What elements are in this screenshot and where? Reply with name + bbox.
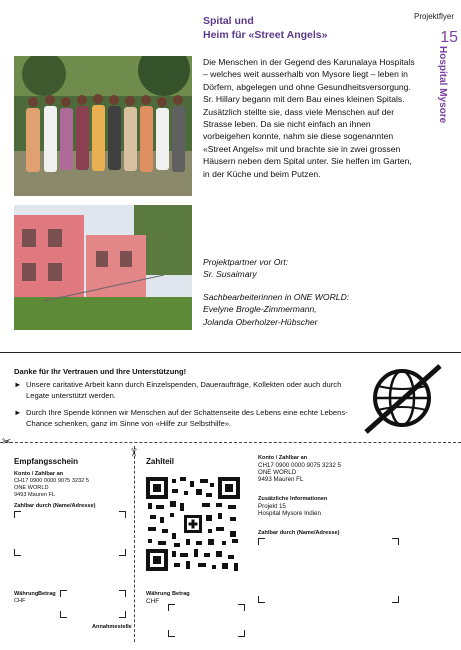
- payer-box-corner: [14, 549, 21, 556]
- staff-2: Jolanda Oberholzer-Hübscher: [203, 316, 318, 327]
- payment-account-name: ONE WORLD: [258, 469, 297, 476]
- partner-name: Sr. Susaimary: [203, 269, 257, 280]
- payment-info-label: Zusätzliche Informationen: [258, 496, 328, 502]
- globe-logo-icon: [362, 362, 446, 434]
- receipt-payer-label: Zahlbar durch (Name/Adresse): [14, 503, 96, 509]
- payment-info-block: [258, 496, 408, 517]
- receipt-account-name: ONE WORLD: [14, 485, 49, 491]
- group-photo: [14, 56, 192, 196]
- payment-payer-label: Zahlbar durch (Name/Adresse): [258, 530, 340, 536]
- payer-box-corner: [119, 549, 126, 556]
- title-line-1: Spital und: [203, 15, 254, 27]
- amount-box-corner: [238, 604, 245, 611]
- flyer-label: Projektflyer: [413, 12, 454, 21]
- thanks-bullet-2: [14, 407, 359, 429]
- receipt-currency-label: Währung: [14, 591, 39, 597]
- partner-label: Projektpartner vor Ort:: [203, 257, 289, 267]
- bullet-text-2: Durch Ihre Spende können wir Menschen auf der Schattenseite des Lebens eine echte Lebens-Chance schenken, ganz im Sinne von «Hilfe zur Selbsthilfe».: [26, 408, 348, 428]
- building-photo: [14, 205, 192, 330]
- payment-amount-label: Betrag: [172, 591, 190, 597]
- flyer-number: 15: [440, 29, 458, 46]
- bullet-arrow-icon: ►: [14, 408, 22, 417]
- payer-box-corner: [14, 511, 21, 518]
- side-title: Hospital Mysore: [437, 46, 448, 124]
- amount-box-corner: [119, 611, 126, 618]
- amount-box-corner: [168, 630, 175, 637]
- thanks-bullet-1: [14, 379, 359, 401]
- qr-code: [146, 477, 240, 571]
- payment-account-block: [258, 455, 408, 483]
- amount-box-corner: [60, 611, 67, 618]
- title-line-2: Heim für «Street Angels»: [203, 29, 328, 41]
- scissors-icon: ✂: [2, 436, 12, 448]
- receipt-acceptance-label: Annahmestelle: [92, 624, 132, 630]
- payment-info-2: Hospital Mysore Indien: [258, 510, 321, 517]
- payer-box-corner: [119, 511, 126, 518]
- receipt-account-label: Konto / Zahlbar an: [14, 471, 64, 477]
- staff-label: Sachbearbeiterinnen in ONE WORLD:: [203, 291, 350, 302]
- scissors-icon: ✂: [127, 447, 140, 458]
- receipt-account-number: CH17 0900 0000 9075 3232 5: [14, 478, 89, 484]
- thanks-title: Danke für Ihr Vertrauen und Ihre Unterstützung!: [14, 367, 187, 376]
- body-paragraph: Die Menschen in der Gegend des Karunalaya Hospitals – welches weit ausserhalb von Mysore liegt – leben in Dörfern, abgelegen und ohne Gesundheitsversorgung. Sr. Hillary begann mit dem Bau eines kleinen Spitals. Zusätzlich stellte sie, dass viele Menschen auf der Strasse leben. Da sie nicht einfach an ihnen vorbeigehen konnte, nahm sie diese sogenannten «Street Angels» mit und brachte sie in zwei grossen Häusern neben dem Spital unter. Sie helfen im Garten, in der Küche und beim Putzen.: [203, 57, 415, 179]
- receipt-account-city: 9493 Mauren FL: [14, 492, 56, 498]
- payer-box-corner: [258, 538, 265, 545]
- staff-1: Evelyne Brogle-Zimmermann,: [203, 304, 317, 315]
- partner-info: [203, 256, 423, 328]
- receipt-currency: CHF: [14, 598, 26, 604]
- payment-account-city: 9493 Mauren FL: [258, 476, 304, 483]
- amount-box-corner: [119, 590, 126, 597]
- payer-box-corner: [392, 538, 399, 545]
- payment-account-number: CH17 0900 0000 9075 3232 5: [258, 462, 341, 469]
- bullet-text-1: Unsere caritative Arbeit kann durch Einzelspenden, Daueraufträge, Kollekten oder auch durch Legate unterstützt werden.: [26, 380, 342, 400]
- amount-box-corner: [168, 604, 175, 611]
- bullet-arrow-icon: ►: [14, 380, 22, 389]
- payment-account-label: Konto / Zahlbar an: [258, 455, 308, 461]
- section-divider: [0, 352, 461, 353]
- amount-box-corner: [238, 630, 245, 637]
- payment-currency: CHF: [146, 598, 160, 605]
- receipt-title: Empfangsschein: [14, 457, 79, 466]
- cut-line: [0, 442, 461, 443]
- receipt-amount-label: Betrag: [38, 591, 56, 597]
- payer-box-corner: [258, 596, 265, 603]
- page-title: [203, 14, 393, 42]
- receipt-account-block: [14, 471, 129, 499]
- payment-info-1: Projekt 15: [258, 503, 286, 510]
- vertical-cut-line: [134, 446, 135, 642]
- payer-box-corner: [392, 596, 399, 603]
- payment-currency-label: Währung: [146, 591, 171, 597]
- payment-title: Zahlteil: [146, 457, 175, 466]
- amount-box-corner: [60, 590, 67, 597]
